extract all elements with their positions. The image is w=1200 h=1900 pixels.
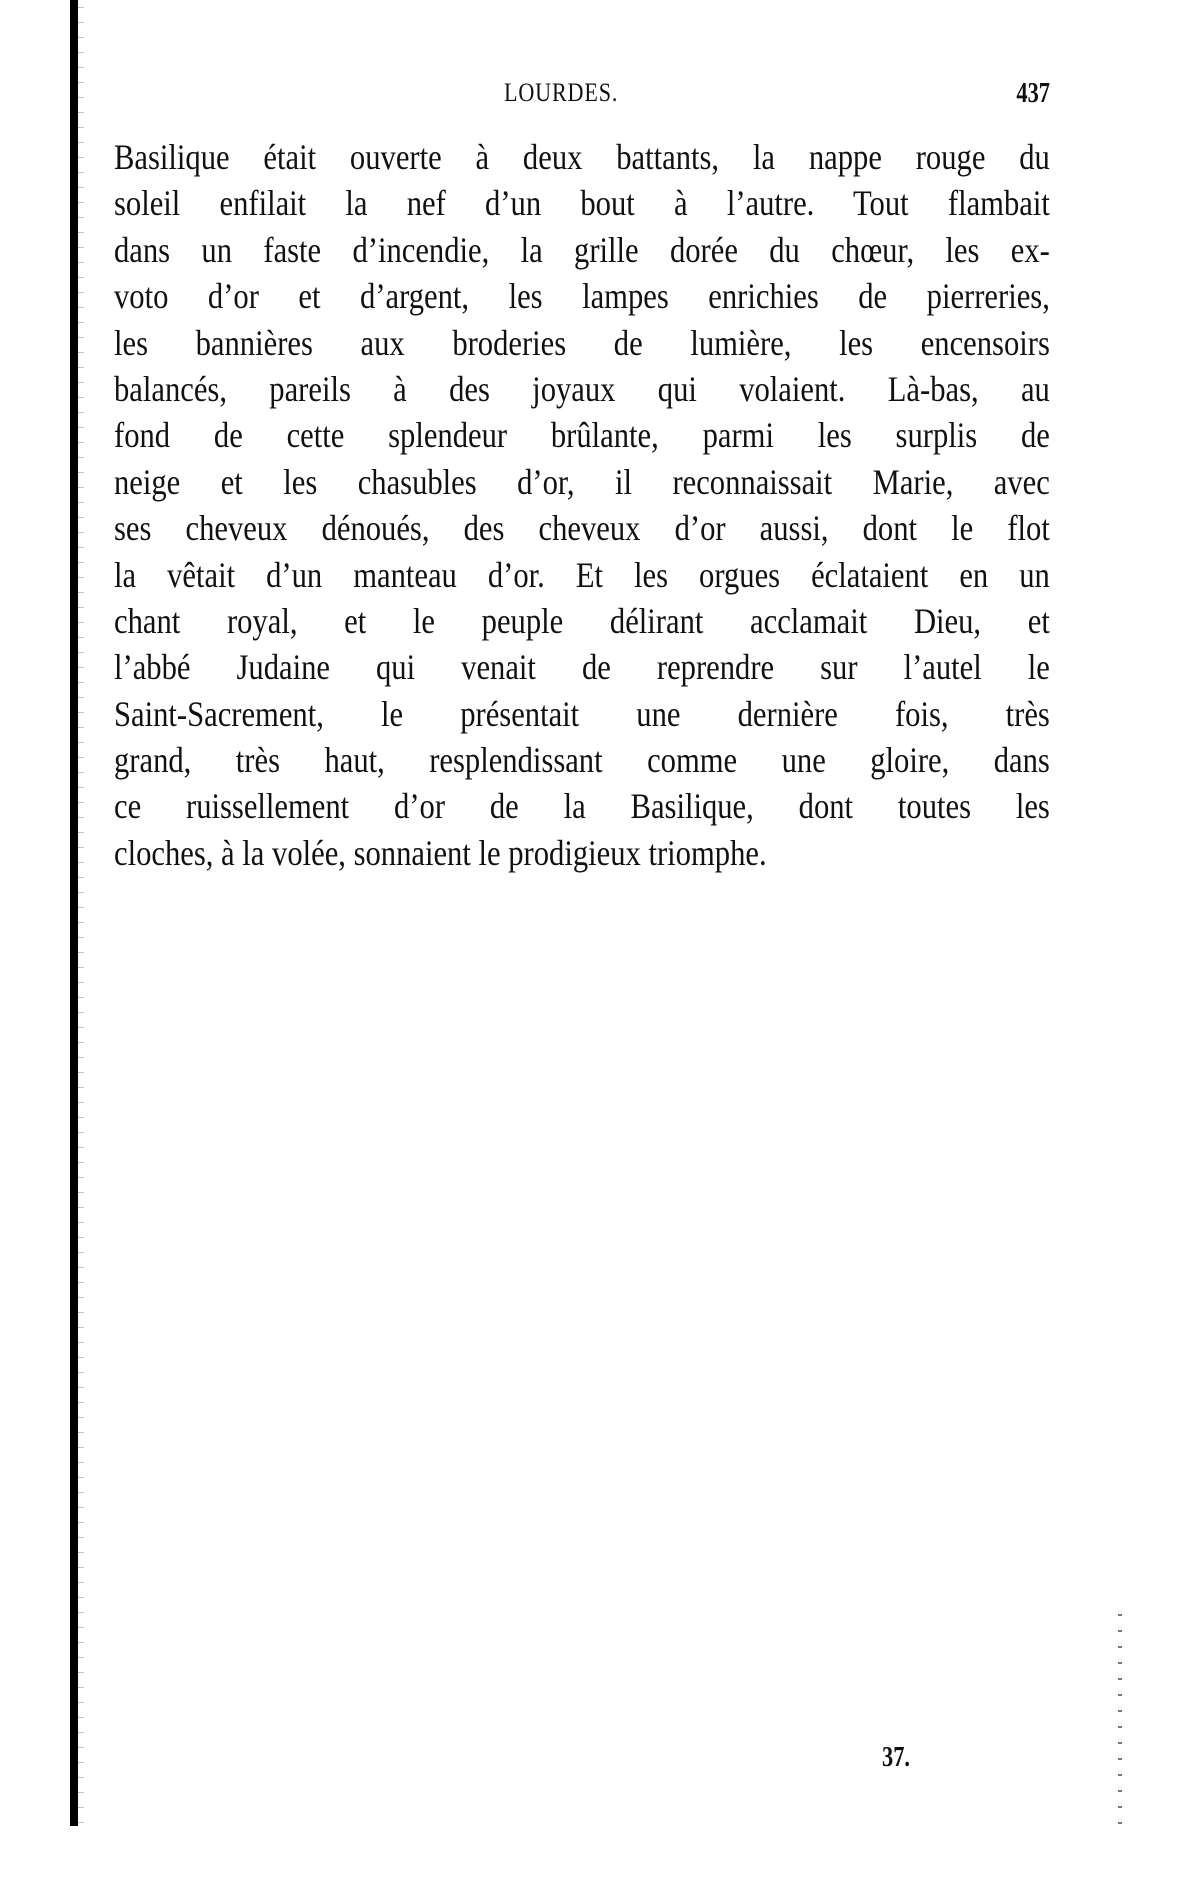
text-line: dans un faste d’incendie, la grille dorée du chœur, les ex-: [114, 229, 1050, 270]
page-edge-marks: [1118, 1600, 1122, 1830]
text-line: voto d’or et d’argent, les lampes enrichies de pierreries,: [114, 276, 1050, 317]
text-line: Basilique était ouverte à deux battants, la nappe rouge du: [114, 137, 1050, 177]
body-paragraph: [114, 134, 1050, 876]
text-line: chant royal, et le peuple délirant acclamait Dieu, et: [114, 600, 1050, 641]
text-line: balancés, pareils à des joyaux qui volaient. Là-bas, au: [114, 368, 1050, 409]
signature-mark: 37.: [882, 1742, 910, 1773]
text-line: neige et les chasubles d’or, il reconnaissait Marie, avec: [114, 461, 1050, 502]
running-header: [114, 78, 1050, 118]
text-line: l’abbé Judaine qui venait de reprendre sur l’autel le: [114, 647, 1050, 688]
text-line: soleil enfilait la nef d’un bout à l’autre. Tout flambait: [114, 183, 1050, 224]
text-line: ses cheveux dénoués, des cheveux d’or aussi, dont le flot: [114, 508, 1050, 549]
text-line: Saint-Sacrement, le présentait une dernière fois, très: [114, 693, 1050, 734]
page-number: 437: [1016, 78, 1050, 109]
text-line: la vêtait d’un manteau d’or. Et les orgues éclataient en un: [114, 554, 1050, 595]
scan-speckle: [78, 0, 84, 1826]
text-line: ce ruissellement d’or de la Basilique, dont toutes les: [114, 786, 1050, 827]
text-line: grand, très haut, resplendissant comme une gloire, dans: [114, 740, 1050, 781]
text-line-last: cloches, à la volée, sonnaient le prodigieux triomphe.: [114, 832, 767, 873]
text-line: fond de cette splendeur brûlante, parmi les surplis de: [114, 415, 1050, 456]
running-title: LOURDES.: [504, 78, 619, 107]
book-binding-edge: [70, 0, 78, 1826]
text-line: les bannières aux broderies de lumière, les encensoirs: [114, 322, 1050, 363]
